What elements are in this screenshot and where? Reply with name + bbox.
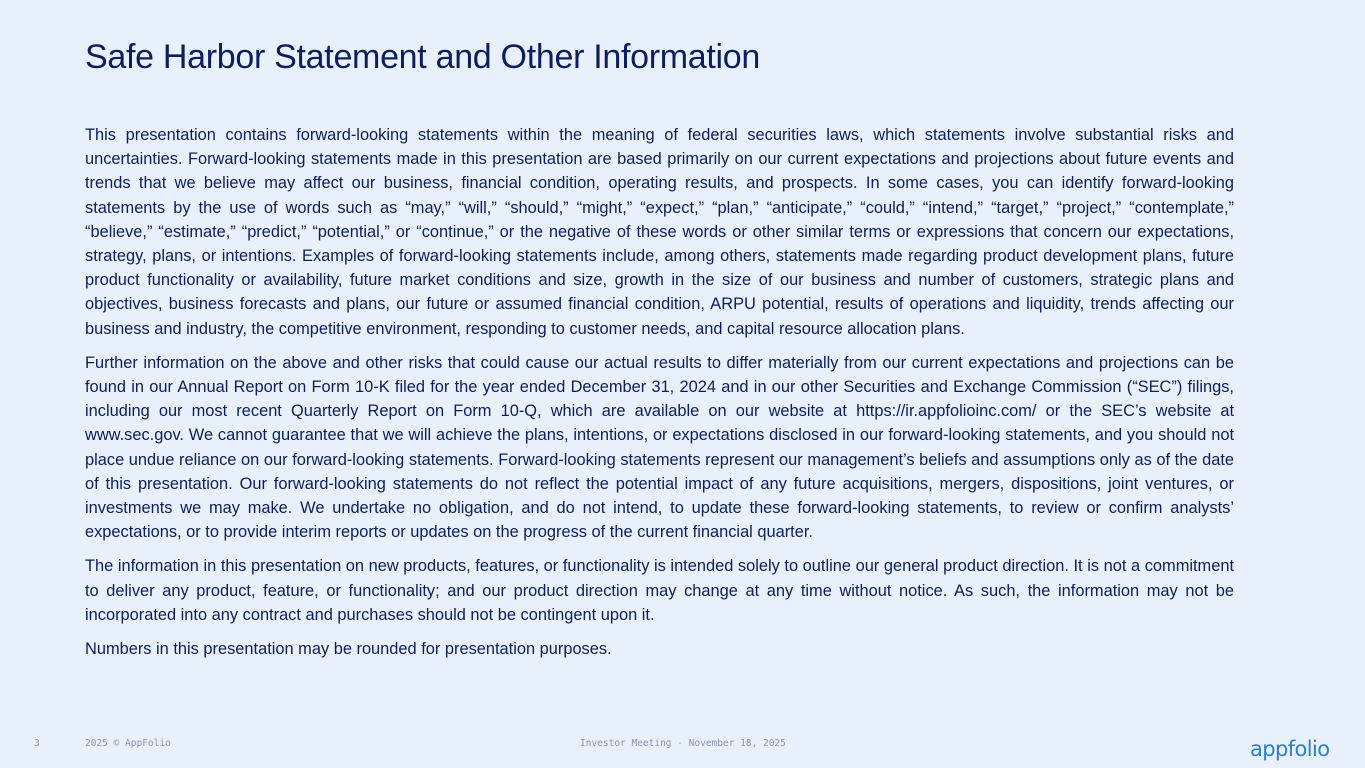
copyright-text: 2025 © AppFolio [85,738,171,749]
meeting-label: Investor Meeting - November 18, 2025 [580,738,786,749]
page-number: 3 [34,738,40,749]
rounding-note-paragraph: Numbers in this presentation may be rounded for presentation purposes. [85,640,612,659]
appfolio-logo: appfolio [1250,737,1330,761]
forward-looking-statements-paragraph: This presentation contains forward-looking statements within the meaning of federal securities laws, which statements involve substantial risks and uncertainties. Forward-looking statements made in this presentation are based primarily on our current expectations and projections about future events and trends that we believe may affect our business, financial condition, operating results, and prospects. In some cases, you can identify forward-looking statements by the use of words such as “may,” “will,” “should,” “might,” “expect,” “plan,” “anticipate,” “could,” “intend,” “target,” “project,” “contemplate,” “believe,” “estimate,” “predict,” “potential,” or “continue,” or the negative of these words or other similar terms or expressions that concern our expectations, strategy, plans, or intentions. Examples of forward-looking statements include, among others, statements made regarding product development plans, future product functionality or availability, future market conditions and size, growth in the size of our business and number of customers, strategic plans and objectives, business forecasts and plans, our future or assumed financial condition, ARPU potential, results of operations and liquidity, trends affecting our business and industry, the competitive environment, responding to customer needs, and capital resource allocation plans. [85,126,1234,338]
product-direction-paragraph: The information in this presentation on new products, features, or functionality is intended solely to outline our general product direction. It is not a commitment to deliver any product, feature, or functionality; and our product direction may change at any time without notice. As such, the information may not be incorporated into any contract and purchases should not be contingent upon it. [85,557,1234,624]
slide-footer [0,732,1365,761]
risk-information-paragraph: Further information on the above and other risks that could cause our actual results to differ materially from our current expectations and projections can be found in our Annual Report on Form 10-K filed for the year ended December 31, 2024 and in our other Securities and Exchange Commission (“SEC”) filings, including our most recent Quarterly Report on Form 10-Q, which are available on our website at https://ir.appfolioinc.com/ or the SEC’s website at www.sec.gov. We cannot guarantee that we will achieve the plans, intentions, or expectations disclosed in our forward-looking statements, and you should not place undue reliance on our forward-looking statements. Forward-looking statements represent our management’s beliefs and assumptions only as of the date of this presentation. Our forward-looking statements do not reflect the potential impact of any future acquisitions, mergers, dispositions, joint ventures, or investments we may make. We undertake no obligation, and do not intend, to update these forward-looking statements, to review or confirm analysts’ expectations, or to provide interim reports or updates on the progress of the current financial quarter. [85,353,1234,542]
slide-title: Safe Harbor Statement and Other Information [85,38,761,76]
slide-body [85,123,1234,661]
